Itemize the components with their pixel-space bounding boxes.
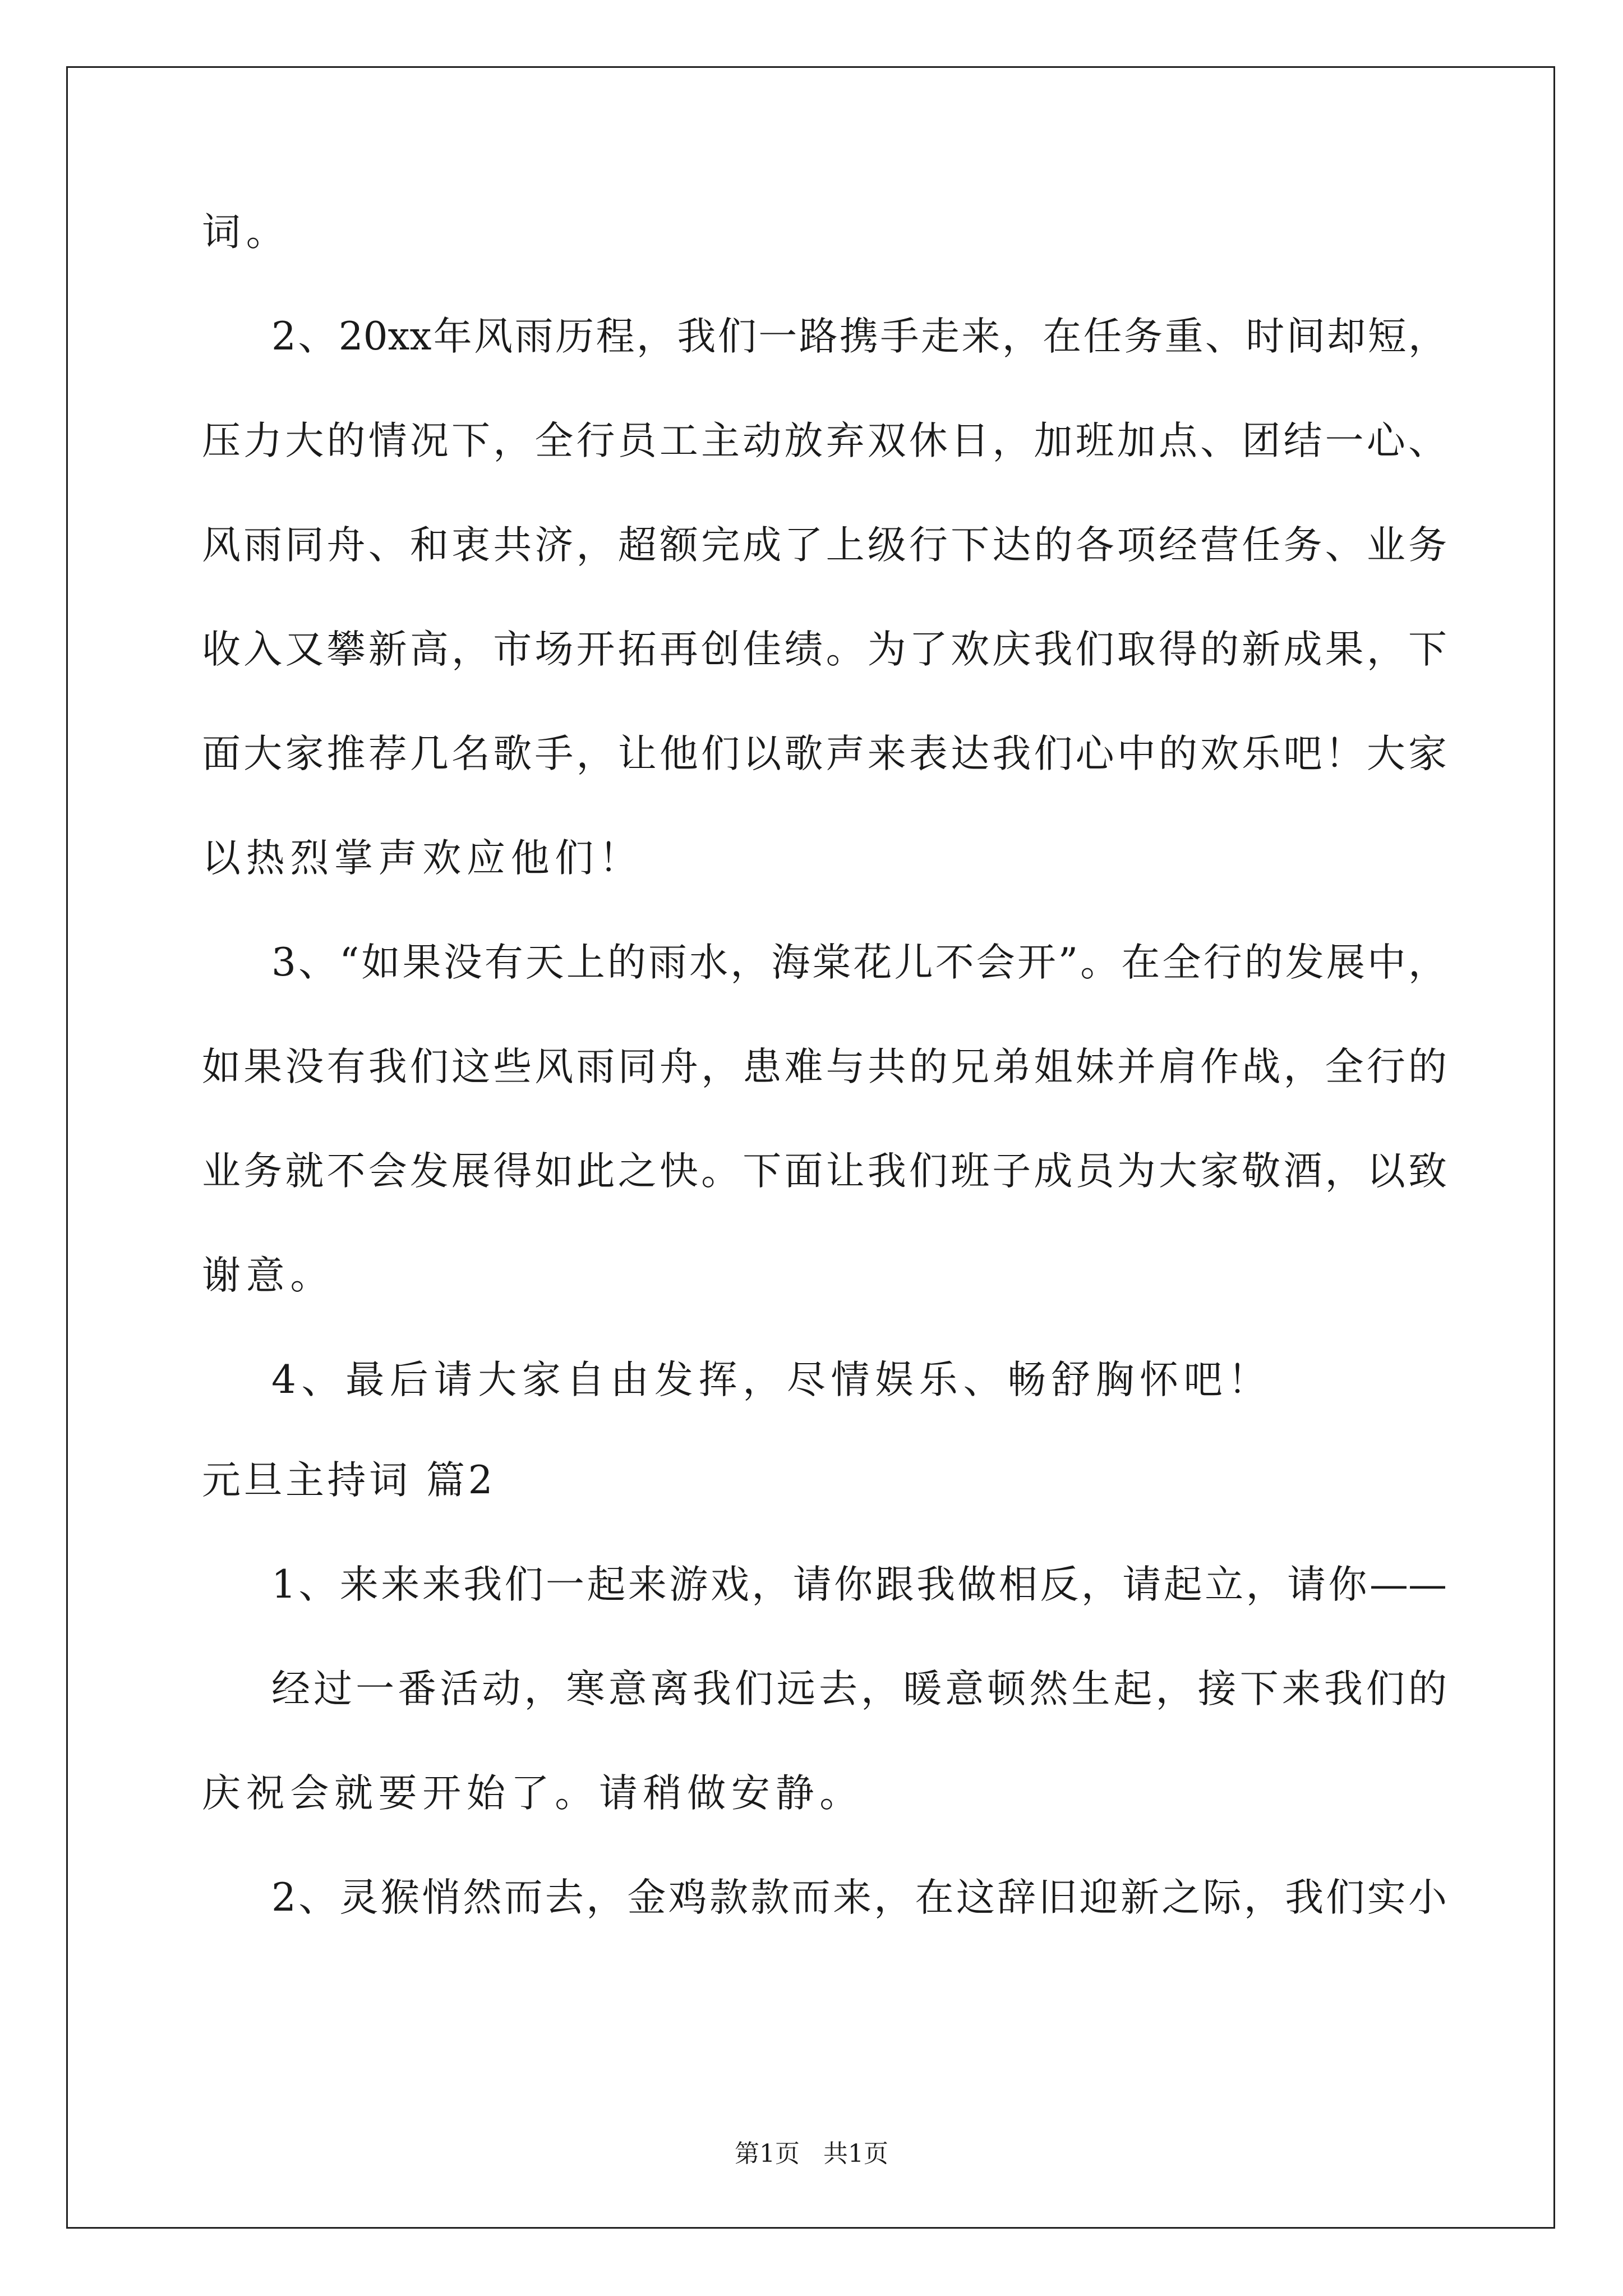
paragraph-line: 3、“如果没有天上的雨水，海棠花儿不会开”。在全行的发展中， xyxy=(271,940,1447,985)
paragraph-line: 压力大的情况下，全行员工主动放弃双休日，加班加点、团结一心、 xyxy=(202,418,1447,463)
paragraph-line: 风雨同舟、和衷共济，超额完成了上级行下达的各项经营任务、业务 xyxy=(202,523,1447,568)
paragraph-line: 词。 xyxy=(202,210,291,255)
paragraph-line: 经过一番活动，寒意离我们远去，暖意顿然生起，接下来我们的 xyxy=(271,1667,1447,1711)
paragraph-line: 谢意。 xyxy=(202,1253,334,1298)
section-heading: 元旦主持词 篇2 xyxy=(202,1458,496,1503)
paragraph-line: 如果没有我们这些风雨同舟，患难与共的兄弟姐妹并肩作战，全行的 xyxy=(202,1045,1447,1089)
paragraph-line: 2、20xx年风雨历程，我们一路携手走来，在任务重、时间却短， xyxy=(271,314,1447,359)
paragraph-line: 业务就不会发展得如此之快。下面让我们班子成员为大家敬酒，以致 xyxy=(202,1149,1447,1194)
paragraph-line: 2、灵猴悄然而去，金鸡款款而来，在这辞旧迎新之际，我们实小 xyxy=(271,1875,1447,1920)
paragraph-line: 庆祝会就要开始了。请稍做安静。 xyxy=(202,1771,864,1816)
paragraph-line: 收入又攀新高，市场开拓再创佳绩。为了欢庆我们取得的新成果，下 xyxy=(202,627,1447,672)
paragraph-line: 1、来来来我们一起来游戏，请你跟我做相反，请起立，请你—— xyxy=(271,1562,1447,1607)
page-footer: 第1页 共1页 xyxy=(735,2139,888,2168)
paragraph-line: 面大家推荐几名歌手，让他们以歌声来表达我们心中的欢乐吧！大家 xyxy=(202,731,1447,776)
paragraph-line: 4、最后请大家自由发挥，尽情娱乐、畅舒胸怀吧！ xyxy=(271,1358,1272,1402)
paragraph-line: 以热烈掌声欢应他们！ xyxy=(202,836,643,881)
